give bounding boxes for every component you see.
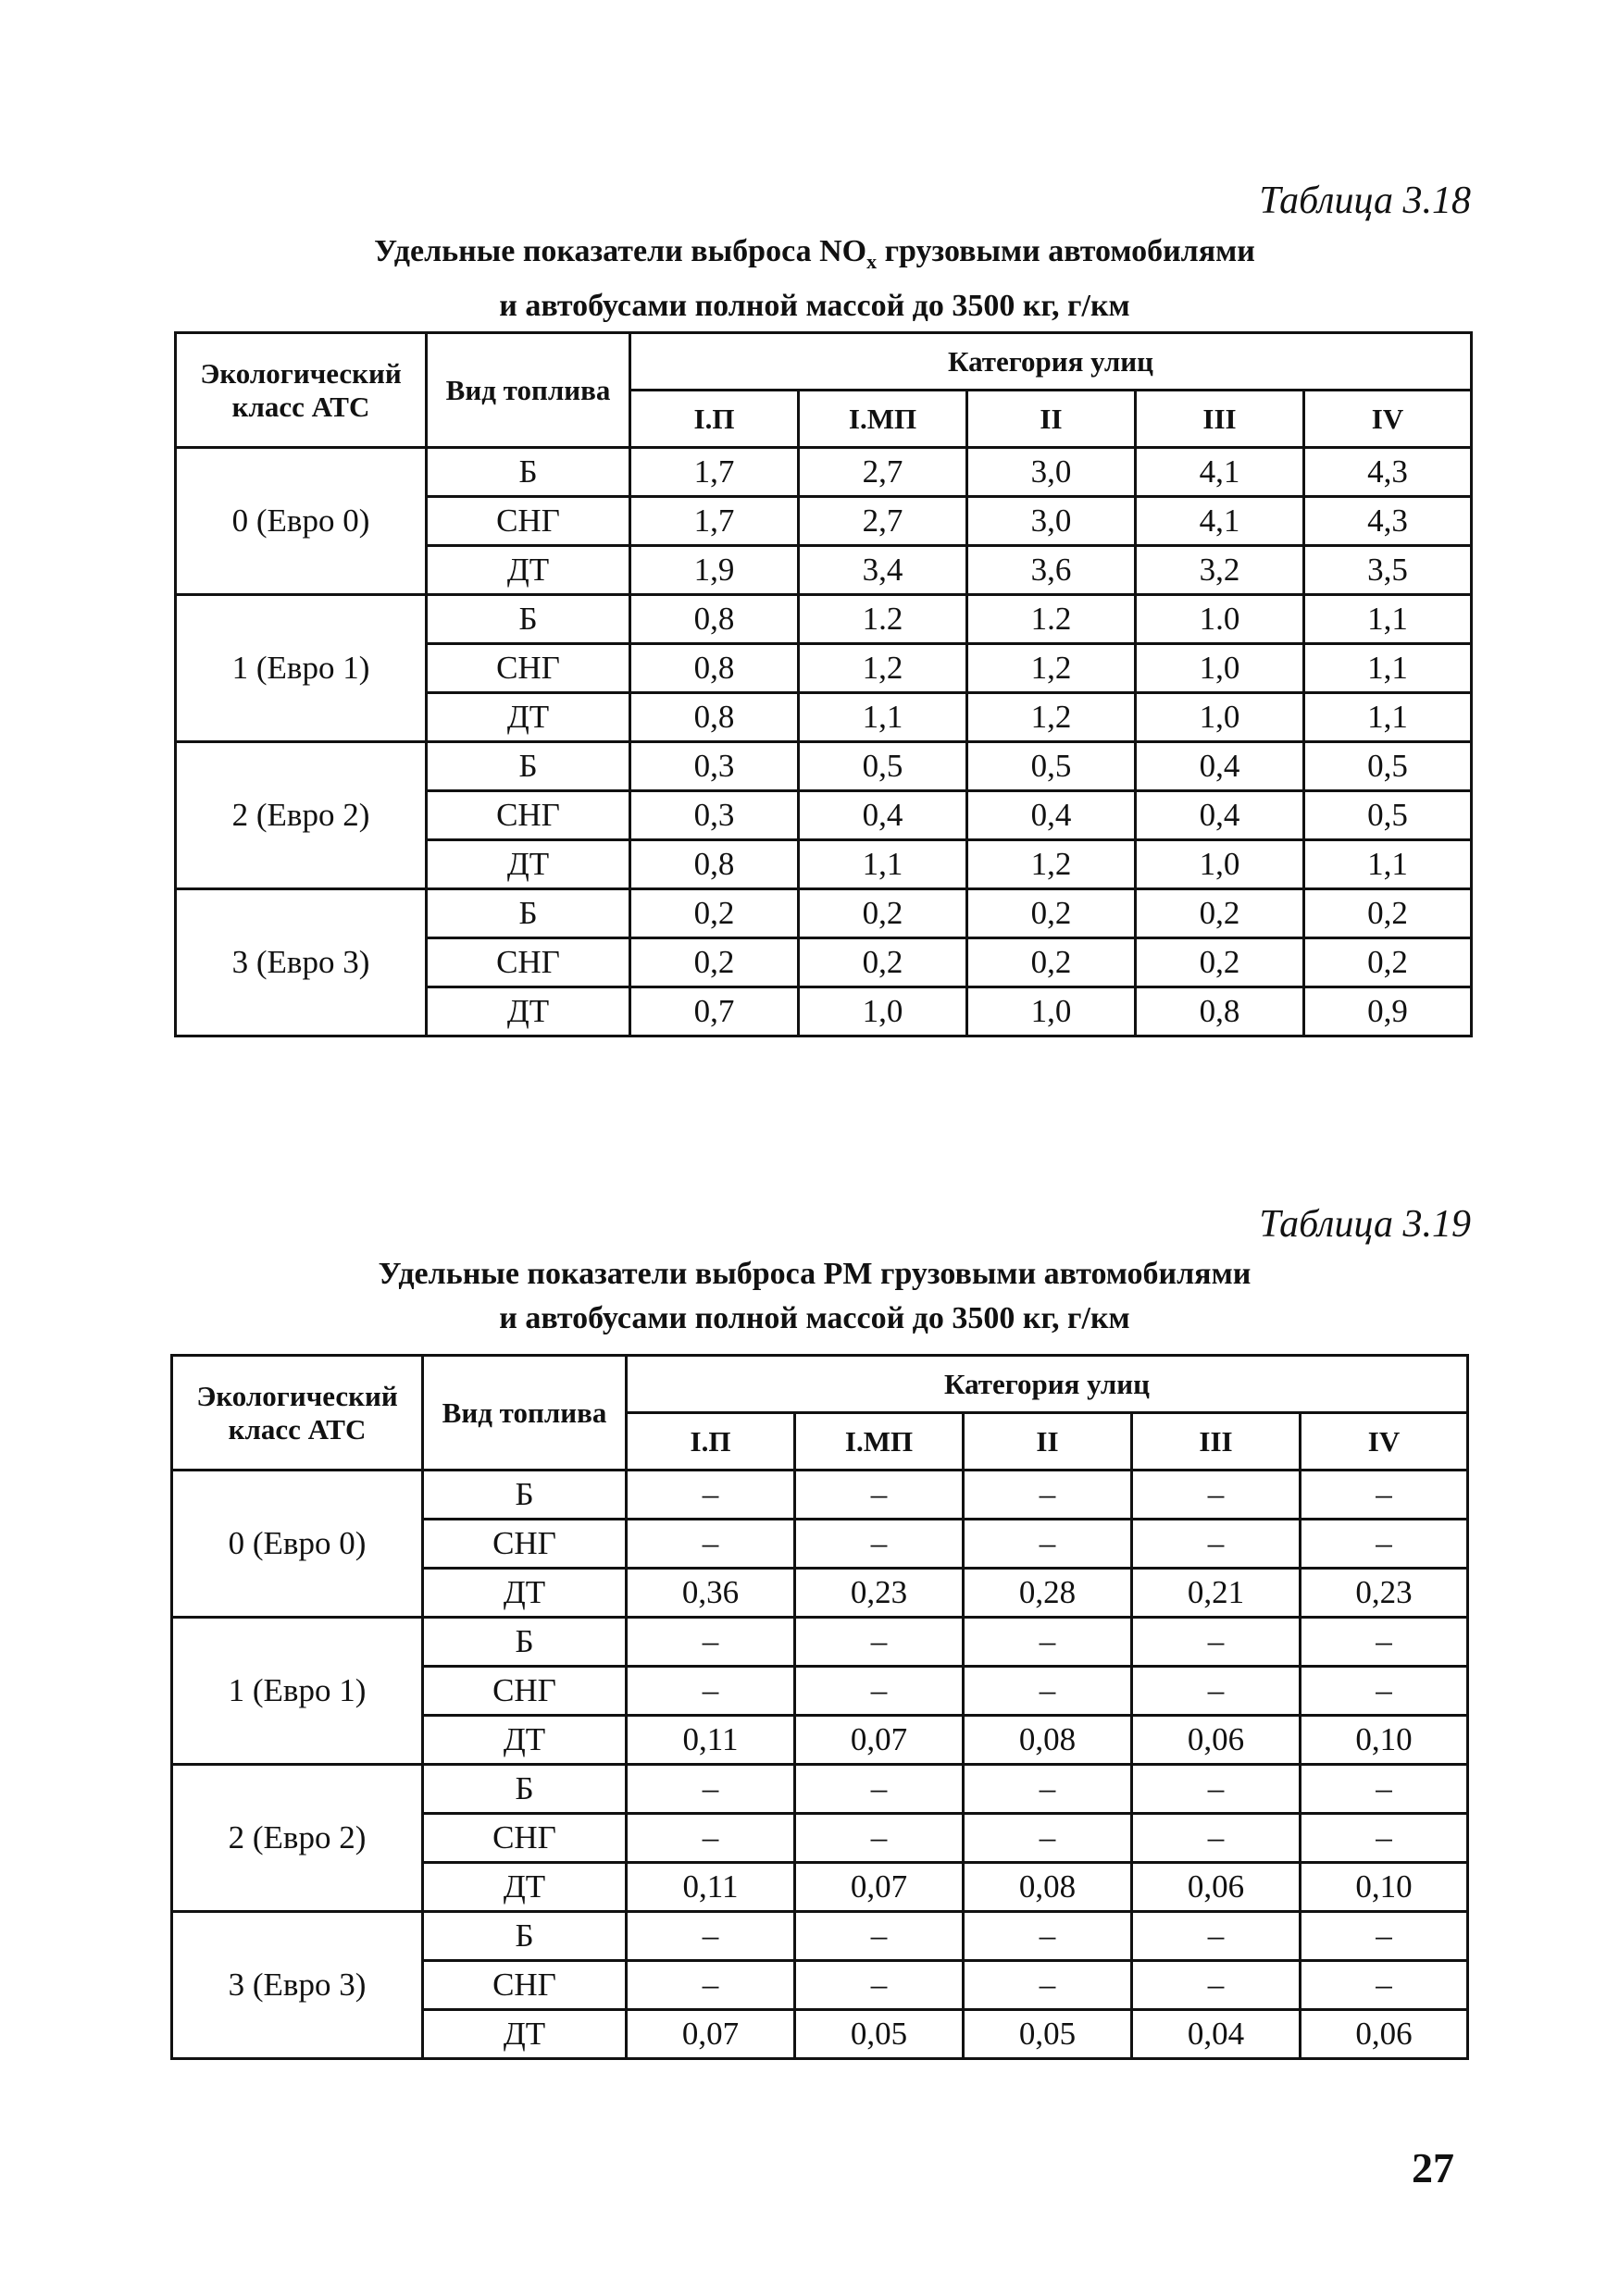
value-cell: – (1132, 1961, 1301, 2010)
value-cell: 0,07 (795, 1716, 964, 1765)
fuel-type-cell: ДТ (427, 840, 630, 889)
value-cell: 0,8 (630, 693, 799, 742)
value-cell: 1,0 (1136, 840, 1304, 889)
value-cell: – (627, 1912, 795, 1961)
value-cell: 0,11 (627, 1716, 795, 1765)
fuel-type-cell: СНГ (423, 1520, 627, 1569)
value-cell: 0,2 (967, 889, 1136, 938)
value-cell: 0,11 (627, 1863, 795, 1912)
value-cell: – (1301, 1667, 1468, 1716)
value-cell: 1,1 (1304, 840, 1472, 889)
value-cell: – (1301, 1471, 1468, 1520)
eco-class-cell: 1 (Евро 1) (172, 1618, 423, 1765)
caption-text: грузовыми автомобилями (877, 234, 1255, 268)
header-category-2: II (967, 391, 1136, 448)
table-row (172, 1912, 1468, 1961)
header-fuel-type: Вид топлива (423, 1356, 627, 1471)
caption-text: Удельные показатели выброса PM грузовыми автомобилями (378, 1257, 1252, 1291)
value-cell: 1,2 (967, 693, 1136, 742)
value-cell: – (964, 1961, 1132, 2010)
table-row (172, 1471, 1468, 1520)
value-cell: 0,8 (1136, 987, 1304, 1036)
table-label: Таблица 3.19 (1259, 1203, 1471, 1246)
eco-class-cell: 2 (Евро 2) (172, 1765, 423, 1912)
value-cell: 3,0 (967, 497, 1136, 546)
value-cell: 0,23 (1301, 1569, 1468, 1618)
value-cell: 1,1 (799, 693, 967, 742)
value-cell: – (795, 1961, 964, 2010)
value-cell: – (795, 1471, 964, 1520)
value-cell: 3,2 (1136, 546, 1304, 595)
value-cell: – (795, 1765, 964, 1814)
header-category-4: IV (1304, 391, 1472, 448)
caption-line-1 (162, 1252, 1467, 1297)
fuel-type-cell: Б (427, 595, 630, 644)
value-cell: 0,2 (1304, 938, 1472, 987)
value-cell: 1,0 (1136, 693, 1304, 742)
eco-class-cell: 0 (Евро 0) (176, 448, 427, 595)
value-cell: 1,7 (630, 497, 799, 546)
fuel-type-cell: Б (427, 889, 630, 938)
value-cell: 0,05 (795, 2010, 964, 2059)
eco-class-cell: 3 (Евро 3) (176, 889, 427, 1036)
caption-text: Удельные показатели выброса NO (374, 234, 867, 268)
caption-subscript: x (866, 249, 878, 273)
value-cell: 0,28 (964, 1569, 1132, 1618)
value-cell: 1,0 (1136, 644, 1304, 693)
value-cell: – (1132, 1667, 1301, 1716)
value-cell: 4,3 (1304, 448, 1472, 497)
table-label: Таблица 3.18 (1259, 180, 1471, 222)
header-category-3: III (1132, 1413, 1301, 1471)
value-cell: – (964, 1765, 1132, 1814)
value-cell: 1,7 (630, 448, 799, 497)
header-fuel-type: Вид топлива (427, 333, 630, 448)
value-cell: 4,3 (1304, 497, 1472, 546)
value-cell: – (964, 1912, 1132, 1961)
value-cell: 0,2 (630, 938, 799, 987)
fuel-type-cell: СНГ (423, 1961, 627, 2010)
caption-line-2: и автобусами полной массой до 3500 кг, г/км (499, 288, 1130, 323)
fuel-type-cell: Б (423, 1765, 627, 1814)
value-cell: – (964, 1814, 1132, 1863)
emission-table-pm (170, 1354, 1469, 2060)
table-body (176, 448, 1472, 1036)
value-cell: – (1301, 1912, 1468, 1961)
table-row (172, 1765, 1468, 1814)
table-row (176, 889, 1472, 938)
value-cell: 4,1 (1136, 497, 1304, 546)
value-cell: – (795, 1912, 964, 1961)
table-row (176, 595, 1472, 644)
caption-line-1 (162, 230, 1467, 284)
header-eco-class: Экологический класс АТС (172, 1356, 423, 1471)
value-cell: 0,04 (1132, 2010, 1301, 2059)
value-cell: – (1301, 1961, 1468, 2010)
value-cell: 0,3 (630, 791, 799, 840)
value-cell: – (1132, 1471, 1301, 1520)
value-cell: – (795, 1667, 964, 1716)
value-cell: 1,1 (799, 840, 967, 889)
value-cell: 0,7 (630, 987, 799, 1036)
value-cell: – (1301, 1618, 1468, 1667)
value-cell: – (964, 1471, 1132, 1520)
fuel-type-cell: СНГ (427, 644, 630, 693)
page-number: 27 (1412, 2144, 1454, 2191)
fuel-type-cell: ДТ (427, 987, 630, 1036)
fuel-type-cell: ДТ (423, 2010, 627, 2059)
fuel-type-cell: СНГ (423, 1814, 627, 1863)
header-category-4: IV (1301, 1413, 1468, 1471)
value-cell: 0,4 (799, 791, 967, 840)
fuel-type-cell: СНГ (427, 497, 630, 546)
eco-class-cell: 1 (Евро 1) (176, 595, 427, 742)
fuel-type-cell: ДТ (423, 1716, 627, 1765)
fuel-type-cell: СНГ (427, 938, 630, 987)
value-cell: 0,10 (1301, 1863, 1468, 1912)
value-cell: 0,05 (964, 2010, 1132, 2059)
value-cell: – (627, 1471, 795, 1520)
fuel-type-cell: Б (423, 1471, 627, 1520)
eco-class-cell: 0 (Евро 0) (172, 1471, 423, 1618)
fuel-type-cell: СНГ (423, 1667, 627, 1716)
value-cell: 1,1 (1304, 644, 1472, 693)
value-cell: 1,9 (630, 546, 799, 595)
header-category-1mp: I.МП (795, 1413, 964, 1471)
value-cell: – (627, 1961, 795, 2010)
table-body (172, 1471, 1468, 2059)
value-cell: – (1132, 1765, 1301, 1814)
eco-class-cell: 3 (Евро 3) (172, 1912, 423, 2059)
value-cell: 0,08 (964, 1863, 1132, 1912)
value-cell: 0,9 (1304, 987, 1472, 1036)
table-caption (162, 230, 1467, 329)
value-cell: 0,2 (1136, 938, 1304, 987)
fuel-type-cell: ДТ (423, 1569, 627, 1618)
value-cell: – (964, 1618, 1132, 1667)
fuel-type-cell: Б (427, 448, 630, 497)
value-cell: 3,5 (1304, 546, 1472, 595)
value-cell: 0,10 (1301, 1716, 1468, 1765)
value-cell: – (627, 1618, 795, 1667)
eco-class-cell: 2 (Евро 2) (176, 742, 427, 889)
table-row (176, 448, 1472, 497)
fuel-type-cell: ДТ (427, 693, 630, 742)
value-cell: 0,08 (964, 1716, 1132, 1765)
value-cell: 0,2 (630, 889, 799, 938)
value-cell: 1,1 (1304, 595, 1472, 644)
value-cell: – (627, 1814, 795, 1863)
value-cell: 0,21 (1132, 1569, 1301, 1618)
value-cell: 2,7 (799, 448, 967, 497)
emission-table-nox (174, 331, 1473, 1037)
value-cell: 0,3 (630, 742, 799, 791)
value-cell: 0,06 (1132, 1716, 1301, 1765)
fuel-type-cell: Б (423, 1912, 627, 1961)
value-cell: – (795, 1618, 964, 1667)
value-cell: 0,2 (1136, 889, 1304, 938)
value-cell: 3,6 (967, 546, 1136, 595)
value-cell: 1,1 (1304, 693, 1472, 742)
value-cell: 0,2 (1304, 889, 1472, 938)
value-cell: – (1301, 1520, 1468, 1569)
value-cell: 3,4 (799, 546, 967, 595)
value-cell: 1.2 (967, 595, 1136, 644)
header-street-category: Категория улиц (627, 1356, 1468, 1413)
value-cell: 4,1 (1136, 448, 1304, 497)
value-cell: 0,5 (799, 742, 967, 791)
header-eco-class: Экологический класс АТС (176, 333, 427, 448)
value-cell: 3,0 (967, 448, 1136, 497)
value-cell: 0,5 (967, 742, 1136, 791)
header-category-1mp: I.МП (799, 391, 967, 448)
value-cell: 1,0 (799, 987, 967, 1036)
value-cell: 0,4 (1136, 742, 1304, 791)
fuel-type-cell: ДТ (427, 546, 630, 595)
value-cell: 2,7 (799, 497, 967, 546)
table-caption (162, 1252, 1467, 1341)
value-cell: – (1132, 1520, 1301, 1569)
value-cell: 0,8 (630, 595, 799, 644)
header-category-1p: I.П (627, 1413, 795, 1471)
value-cell: – (1132, 1618, 1301, 1667)
value-cell: 0,5 (1304, 742, 1472, 791)
value-cell: 0,06 (1132, 1863, 1301, 1912)
fuel-type-cell: Б (423, 1618, 627, 1667)
table-row (176, 742, 1472, 791)
fuel-type-cell: Б (427, 742, 630, 791)
value-cell: – (964, 1520, 1132, 1569)
header-category-3: III (1136, 391, 1304, 448)
value-cell: 0,36 (627, 1569, 795, 1618)
value-cell: – (627, 1520, 795, 1569)
value-cell: – (627, 1667, 795, 1716)
fuel-type-cell: СНГ (427, 791, 630, 840)
value-cell: 0,2 (967, 938, 1136, 987)
value-cell: – (1301, 1814, 1468, 1863)
value-cell: 0,5 (1304, 791, 1472, 840)
value-cell: – (795, 1814, 964, 1863)
value-cell: – (1132, 1912, 1301, 1961)
fuel-type-cell: ДТ (423, 1863, 627, 1912)
value-cell: – (627, 1765, 795, 1814)
value-cell: 0,8 (630, 840, 799, 889)
value-cell: – (795, 1520, 964, 1569)
value-cell: 0,4 (1136, 791, 1304, 840)
value-cell: 0,06 (1301, 2010, 1468, 2059)
value-cell: – (1132, 1814, 1301, 1863)
table-row (172, 1618, 1468, 1667)
value-cell: 1,2 (799, 644, 967, 693)
value-cell: 0,07 (627, 2010, 795, 2059)
value-cell: 1.2 (799, 595, 967, 644)
value-cell: 0,2 (799, 889, 967, 938)
caption-line-2: и автобусами полной массой до 3500 кг, г/км (499, 1301, 1130, 1335)
value-cell: 0,2 (799, 938, 967, 987)
value-cell: – (964, 1667, 1132, 1716)
value-cell: 1.0 (1136, 595, 1304, 644)
header-street-category: Категория улиц (630, 333, 1472, 391)
value-cell: 0,07 (795, 1863, 964, 1912)
value-cell: 1,2 (967, 840, 1136, 889)
value-cell: 0,8 (630, 644, 799, 693)
value-cell: 1,2 (967, 644, 1136, 693)
header-category-1p: I.П (630, 391, 799, 448)
value-cell: – (1301, 1765, 1468, 1814)
header-category-2: II (964, 1413, 1132, 1471)
value-cell: 0,23 (795, 1569, 964, 1618)
value-cell: 1,0 (967, 987, 1136, 1036)
value-cell: 0,4 (967, 791, 1136, 840)
